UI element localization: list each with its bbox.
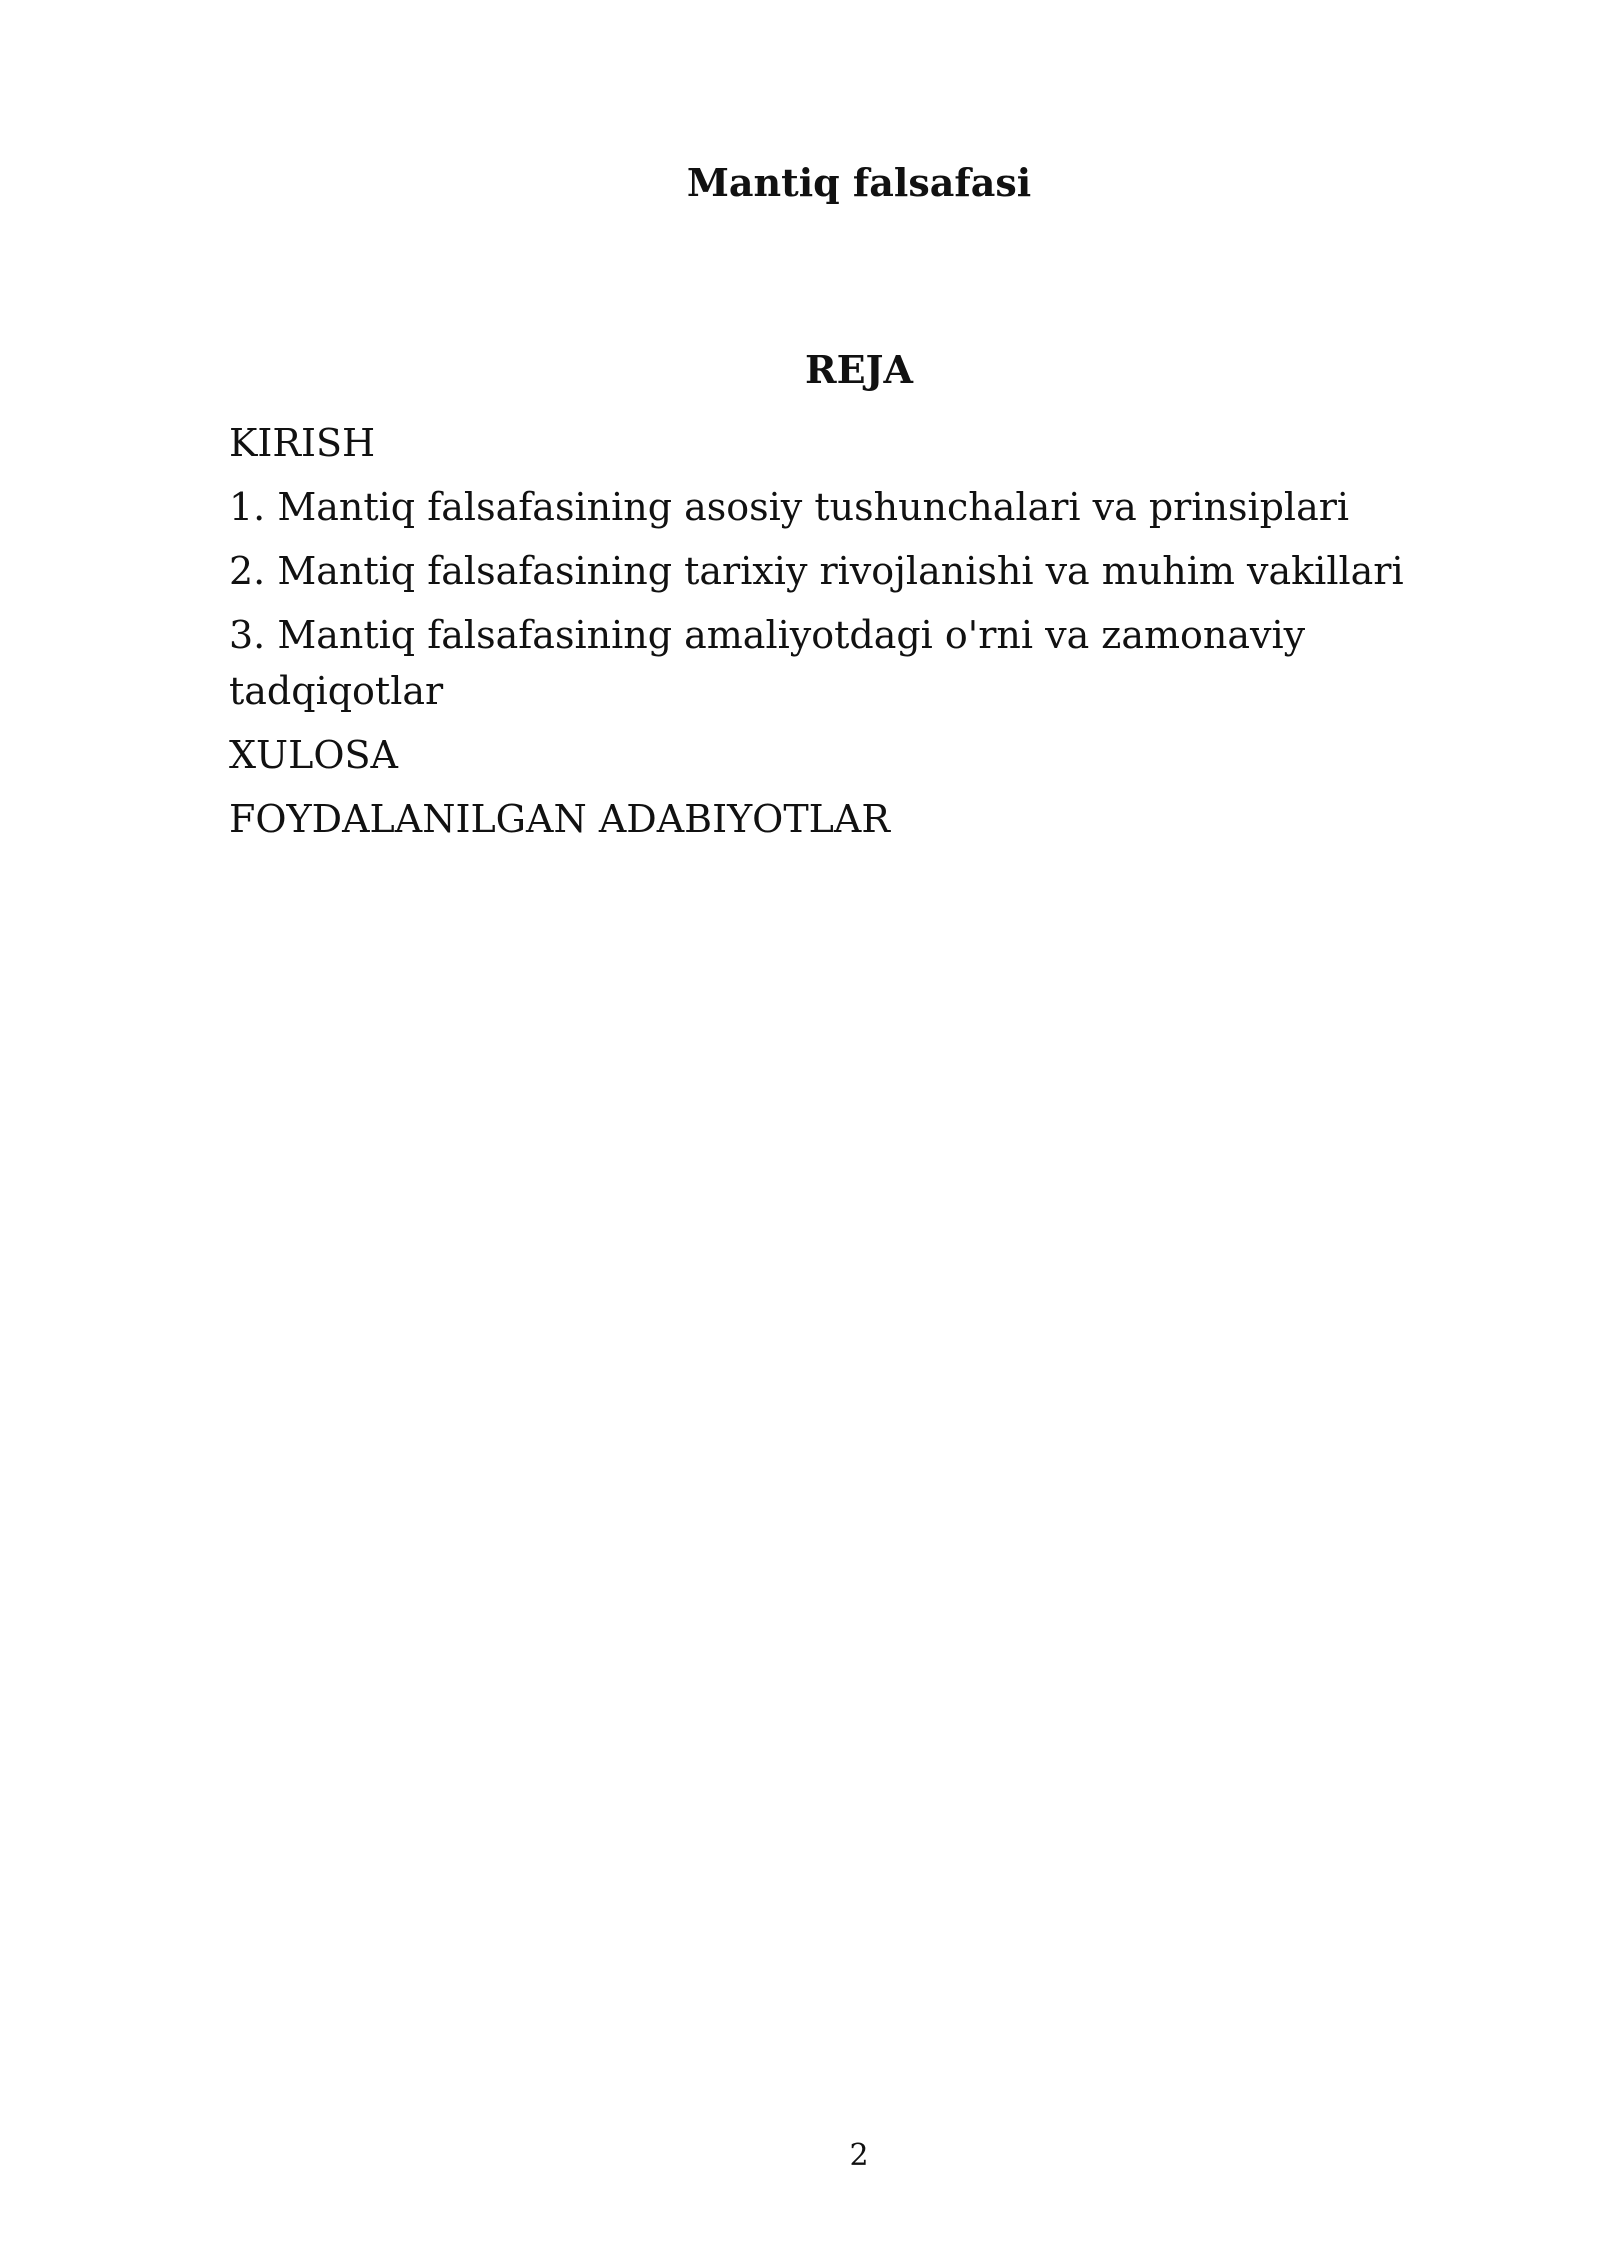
plan-item-references: FOYDALANILGAN ADABIYOTLAR xyxy=(229,797,890,841)
plan-item-conclusion: XULOSA xyxy=(229,733,398,777)
plan-list xyxy=(229,415,1409,855)
plan-heading: REJA xyxy=(804,347,913,392)
page-number: 2 xyxy=(849,2138,869,2173)
plan-item-introduction: KIRISH xyxy=(229,421,376,465)
plan-item-1: 1. Mantiq falsafasining asosiy tushunchalari va prinsiplari xyxy=(229,485,1350,529)
plan-item-2: 2. Mantiq falsafasining tarixiy rivojlanishi va muhim vakillari xyxy=(229,549,1404,593)
document-title: Mantiq falsafasi xyxy=(686,160,1032,205)
plan-item-3: 3. Mantiq falsafasining amaliyotdagi o'rni va zamonaviy tadqiqotlar xyxy=(229,613,1306,713)
